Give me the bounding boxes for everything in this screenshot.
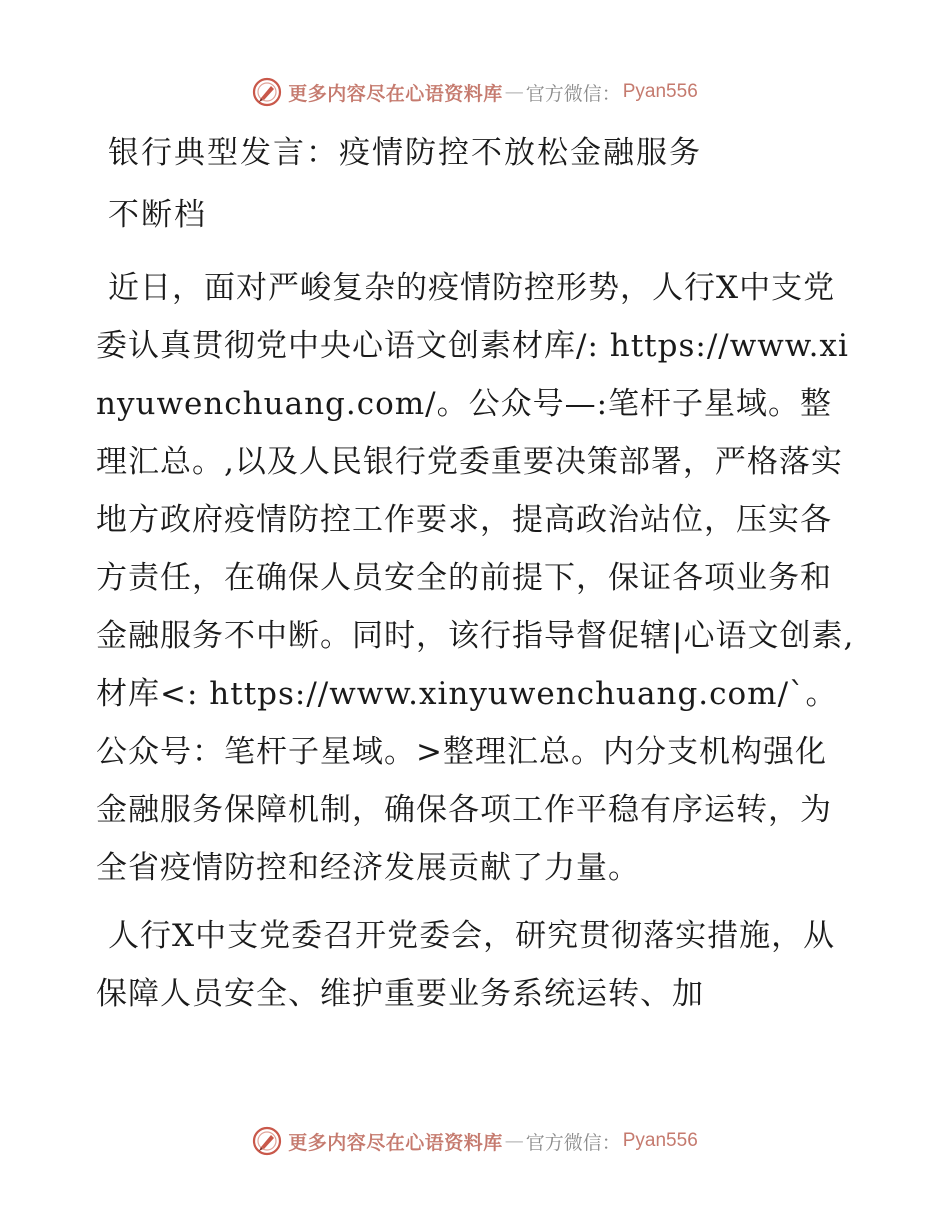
document-title-line-1: 银行典型发言：疫情防控不放松金融服务: [108, 135, 702, 171]
watermark-dash: —: [504, 1130, 524, 1152]
watermark-wechat-id: Pyan556: [622, 81, 698, 102]
watermark-wechat-label: 官方微信：: [525, 1131, 621, 1154]
watermark-slogan: 更多内容尽在心语资料库: [288, 1131, 503, 1154]
watermark-wechat-label: 官方微信：: [525, 82, 621, 105]
watermark-dash: —: [504, 81, 524, 103]
document-title-line-2: 不断档: [108, 197, 207, 233]
watermark-wechat-id: Pyan556: [622, 1130, 698, 1151]
header-watermark: [0, 72, 950, 112]
pen-logo-icon: [252, 77, 282, 107]
pen-logo-icon: [252, 1126, 282, 1156]
document-body: [96, 125, 858, 1033]
paragraph-2: 人行X中支党委召开党委会，研究贯彻落实措施，从保障人员安全、维护重要业务系统运转、加: [96, 918, 836, 1012]
footer-watermark: [0, 1121, 950, 1161]
watermark-slogan: 更多内容尽在心语资料库: [288, 82, 503, 105]
paragraph-1: 近日，面对严峻复杂的疫情防控形势，人行X中支党委认真贯彻党中央心语文创素材库/: https://www.xinyuwenchuang.com/。公众号—:笔杆子星域。整理汇总。,以及人民银行党委重要决策部署，严格落实地方政府疫情防控工作要求，提高政治站位，压实各方责任，在确保人员安全的前提下，保证各项业务和金融服务不中断。同时，该行指导督促辖|心语文创素,材库<: https://www.xinyuwenchuang.com/`。公众号：笔杆子星域。>整理汇总。内分支机构强化金融服务保障机制，确保各项工作平稳有序运转，为全省疫情防控和经济发展贡献了力量。: [96, 270, 855, 886]
